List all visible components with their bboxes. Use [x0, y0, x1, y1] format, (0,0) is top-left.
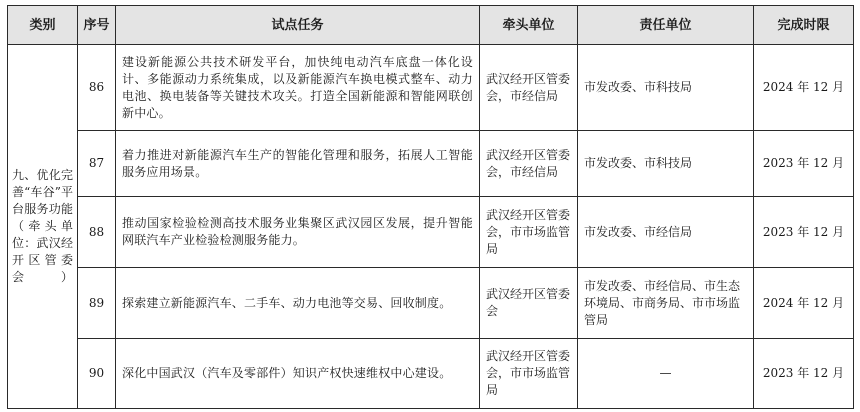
- deadline: 2024 年 12 月: [754, 268, 854, 339]
- table-row: [8, 268, 854, 339]
- deadline: 2023 年 12 月: [754, 131, 854, 197]
- task-description: 深化中国武汉（汽车及零部件）知识产权快速维权中心建设。: [116, 339, 480, 409]
- header-task: 试点任务: [116, 6, 480, 45]
- row-number: 86: [78, 45, 116, 131]
- task-description: 着力推进对新能源汽车生产的智能化管理和服务，拓展人工智能服务应用场景。: [116, 131, 480, 197]
- header-deadline: 完成时限: [754, 6, 854, 45]
- lead-unit: 武汉经开区管委会，市经信局: [480, 45, 578, 131]
- responsible-unit: 市发改委、市科技局: [578, 131, 754, 197]
- table-row: [8, 45, 854, 131]
- pilot-task-table: [7, 5, 854, 409]
- row-number: 88: [78, 197, 116, 268]
- deadline: 2024 年 12 月: [754, 45, 854, 131]
- task-description: 推动国家检验检测高技术服务业集聚区武汉园区发展，提升智能网联汽车产业检验检测服务能力。: [116, 197, 480, 268]
- lead-unit: 武汉经开区管委会，市市场监管局: [480, 339, 578, 409]
- lead-unit: 武汉经开区管委会: [480, 268, 578, 339]
- responsible-unit: 市发改委、市科技局: [578, 45, 754, 131]
- row-number: 89: [78, 268, 116, 339]
- header-responsible-unit: 责任单位: [578, 6, 754, 45]
- row-number: 87: [78, 131, 116, 197]
- responsible-unit: 市发改委、市经信局: [578, 197, 754, 268]
- header-number: 序号: [78, 6, 116, 45]
- deadline: 2023 年 12 月: [754, 339, 854, 409]
- table-row: [8, 197, 854, 268]
- header-category: 类别: [8, 6, 78, 45]
- row-number: 90: [78, 339, 116, 409]
- header-lead-unit: 牵头单位: [480, 6, 578, 45]
- table-header-row: [8, 6, 854, 45]
- task-description: 建设新能源公共技术研发平台，加快纯电动汽车底盘一体化设计、多能源动力系统集成，以及新能源汽车换电模式整车、动力电池、换电装备等关键技术攻关。打造全国新能源和智能网联创新中心。: [116, 45, 480, 131]
- table-row: [8, 131, 854, 197]
- deadline: 2023 年 12 月: [754, 197, 854, 268]
- table-row: [8, 339, 854, 409]
- lead-unit: 武汉经开区管委会，市经信局: [480, 131, 578, 197]
- task-description: 探索建立新能源汽车、二手车、动力电池等交易、回收制度。: [116, 268, 480, 339]
- responsible-unit: 市发改委、市经信局、市生态环境局、市商务局、市市场监管局: [578, 268, 754, 339]
- category-cell: 九、优化完善“车谷”平台服务功能（牵头单位：武汉经开区管委会）: [8, 45, 78, 409]
- lead-unit: 武汉经开区管委会，市市场监管局: [480, 197, 578, 268]
- responsible-unit: —: [578, 339, 754, 409]
